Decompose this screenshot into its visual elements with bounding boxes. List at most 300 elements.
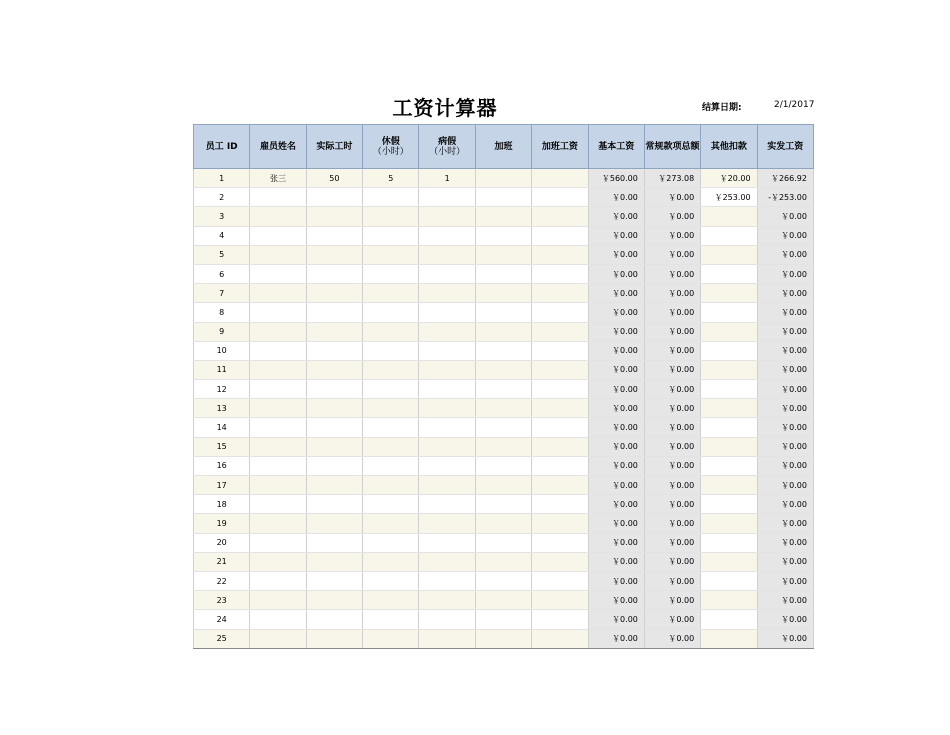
cell-vacation[interactable] — [363, 322, 419, 341]
settlement-date-value[interactable]: 2/1/2017 — [774, 100, 815, 110]
cell-name[interactable] — [250, 495, 306, 514]
cell-overtime[interactable] — [475, 610, 531, 629]
cell-overtime-pay[interactable] — [532, 360, 588, 379]
cell-overtime[interactable] — [475, 207, 531, 226]
column-header-net-pay[interactable]: 实发工资 — [757, 125, 813, 169]
cell-id[interactable]: 25 — [194, 629, 250, 648]
cell-vacation[interactable] — [363, 629, 419, 648]
cell-overtime-pay[interactable] — [532, 341, 588, 360]
cell-hours[interactable] — [306, 571, 362, 590]
cell-other-deductions[interactable] — [701, 264, 757, 283]
cell-base-pay[interactable]: ￥0.00 — [588, 552, 644, 571]
cell-other-deductions[interactable] — [701, 303, 757, 322]
cell-other-deductions[interactable] — [701, 341, 757, 360]
cell-id[interactable]: 12 — [194, 380, 250, 399]
cell-name[interactable] — [250, 514, 306, 533]
cell-sick[interactable] — [419, 303, 475, 322]
cell-hours[interactable] — [306, 437, 362, 456]
cell-net-pay[interactable]: -￥253.00 — [757, 188, 813, 207]
cell-base-pay[interactable]: ￥0.00 — [588, 514, 644, 533]
cell-name[interactable]: 张三 — [250, 169, 306, 188]
cell-other-deductions[interactable]: ￥20.00 — [701, 169, 757, 188]
cell-deductions-total[interactable]: ￥0.00 — [644, 341, 700, 360]
cell-id[interactable]: 20 — [194, 533, 250, 552]
cell-base-pay[interactable]: ￥0.00 — [588, 284, 644, 303]
cell-base-pay[interactable]: ￥0.00 — [588, 456, 644, 475]
cell-overtime-pay[interactable] — [532, 207, 588, 226]
table-header-row — [194, 125, 814, 169]
table-row — [194, 552, 814, 571]
table-row — [194, 380, 814, 399]
cell-id[interactable]: 21 — [194, 552, 250, 571]
cell-id[interactable]: 24 — [194, 610, 250, 629]
cell-hours[interactable] — [306, 284, 362, 303]
cell-hours[interactable] — [306, 495, 362, 514]
cell-overtime-pay[interactable] — [532, 591, 588, 610]
table-row — [194, 341, 814, 360]
cell-net-pay[interactable]: ￥0.00 — [757, 418, 813, 437]
cell-sick[interactable] — [419, 226, 475, 245]
cell-net-pay[interactable]: ￥0.00 — [757, 514, 813, 533]
cell-vacation[interactable] — [363, 284, 419, 303]
column-header-base-pay[interactable]: 基本工资 — [588, 125, 644, 169]
cell-deductions-total[interactable]: ￥0.00 — [644, 303, 700, 322]
cell-overtime[interactable] — [475, 399, 531, 418]
cell-deductions-total[interactable]: ￥0.00 — [644, 245, 700, 264]
cell-overtime[interactable] — [475, 629, 531, 648]
column-header-overtime[interactable]: 加班 — [475, 125, 531, 169]
cell-hours[interactable] — [306, 456, 362, 475]
cell-net-pay[interactable]: ￥0.00 — [757, 552, 813, 571]
cell-vacation[interactable] — [363, 418, 419, 437]
cell-other-deductions[interactable] — [701, 495, 757, 514]
cell-deductions-total[interactable]: ￥0.00 — [644, 437, 700, 456]
cell-sick[interactable] — [419, 571, 475, 590]
cell-base-pay[interactable]: ￥0.00 — [588, 245, 644, 264]
cell-hours[interactable] — [306, 380, 362, 399]
cell-id[interactable]: 10 — [194, 341, 250, 360]
cell-overtime-pay[interactable] — [532, 169, 588, 188]
cell-sick[interactable] — [419, 341, 475, 360]
cell-name[interactable] — [250, 418, 306, 437]
cell-hours[interactable] — [306, 552, 362, 571]
cell-hours[interactable] — [306, 418, 362, 437]
cell-other-deductions[interactable] — [701, 284, 757, 303]
cell-overtime[interactable] — [475, 303, 531, 322]
cell-deductions-total[interactable]: ￥0.00 — [644, 476, 700, 495]
cell-overtime[interactable] — [475, 264, 531, 283]
cell-hours[interactable] — [306, 533, 362, 552]
cell-base-pay[interactable]: ￥0.00 — [588, 418, 644, 437]
cell-deductions-total[interactable]: ￥273.08 — [644, 169, 700, 188]
cell-id[interactable]: 22 — [194, 571, 250, 590]
cell-vacation[interactable] — [363, 437, 419, 456]
cell-id[interactable]: 14 — [194, 418, 250, 437]
cell-vacation[interactable] — [363, 264, 419, 283]
table-row — [194, 476, 814, 495]
cell-hours[interactable] — [306, 360, 362, 379]
cell-base-pay[interactable]: ￥0.00 — [588, 533, 644, 552]
cell-sick[interactable] — [419, 533, 475, 552]
cell-name[interactable] — [250, 207, 306, 226]
cell-net-pay[interactable]: ￥0.00 — [757, 380, 813, 399]
cell-vacation[interactable]: 5 — [363, 169, 419, 188]
cell-other-deductions[interactable]: ￥253.00 — [701, 188, 757, 207]
cell-sick[interactable] — [419, 322, 475, 341]
cell-hours[interactable] — [306, 264, 362, 283]
cell-vacation[interactable] — [363, 245, 419, 264]
cell-sick[interactable] — [419, 399, 475, 418]
cell-base-pay[interactable]: ￥0.00 — [588, 380, 644, 399]
cell-overtime[interactable] — [475, 341, 531, 360]
cell-deductions-total[interactable]: ￥0.00 — [644, 418, 700, 437]
cell-overtime[interactable] — [475, 245, 531, 264]
cell-net-pay[interactable]: ￥0.00 — [757, 226, 813, 245]
cell-sick[interactable] — [419, 495, 475, 514]
cell-overtime-pay[interactable] — [532, 552, 588, 571]
cell-deductions-total[interactable]: ￥0.00 — [644, 207, 700, 226]
cell-sick[interactable] — [419, 514, 475, 533]
cell-base-pay[interactable]: ￥0.00 — [588, 188, 644, 207]
cell-vacation[interactable] — [363, 341, 419, 360]
cell-overtime[interactable] — [475, 226, 531, 245]
cell-deductions-total[interactable]: ￥0.00 — [644, 399, 700, 418]
cell-other-deductions[interactable] — [701, 380, 757, 399]
cell-overtime-pay[interactable] — [532, 399, 588, 418]
cell-hours[interactable] — [306, 303, 362, 322]
cell-base-pay[interactable]: ￥0.00 — [588, 629, 644, 648]
column-header-name[interactable]: 雇员姓名 — [250, 125, 306, 169]
table-row — [194, 571, 814, 590]
cell-vacation[interactable] — [363, 610, 419, 629]
cell-id[interactable]: 11 — [194, 360, 250, 379]
cell-net-pay[interactable]: ￥266.92 — [757, 169, 813, 188]
cell-name[interactable] — [250, 571, 306, 590]
cell-overtime[interactable] — [475, 284, 531, 303]
table-row — [194, 418, 814, 437]
cell-sick[interactable] — [419, 610, 475, 629]
cell-hours[interactable] — [306, 514, 362, 533]
cell-id[interactable]: 19 — [194, 514, 250, 533]
cell-net-pay[interactable]: ￥0.00 — [757, 264, 813, 283]
cell-name[interactable] — [250, 341, 306, 360]
cell-other-deductions[interactable] — [701, 456, 757, 475]
cell-overtime[interactable] — [475, 188, 531, 207]
cell-id[interactable]: 8 — [194, 303, 250, 322]
cell-overtime-pay[interactable] — [532, 437, 588, 456]
cell-id[interactable]: 2 — [194, 188, 250, 207]
cell-hours[interactable] — [306, 245, 362, 264]
cell-hours[interactable] — [306, 207, 362, 226]
cell-overtime[interactable] — [475, 552, 531, 571]
cell-other-deductions[interactable] — [701, 245, 757, 264]
cell-net-pay[interactable]: ￥0.00 — [757, 245, 813, 264]
cell-overtime-pay[interactable] — [532, 629, 588, 648]
column-header-hours[interactable]: 实际工时 — [306, 125, 362, 169]
cell-other-deductions[interactable] — [701, 610, 757, 629]
cell-sick[interactable] — [419, 552, 475, 571]
cell-deductions-total[interactable]: ￥0.00 — [644, 610, 700, 629]
cell-overtime-pay[interactable] — [532, 303, 588, 322]
cell-net-pay[interactable]: ￥0.00 — [757, 610, 813, 629]
cell-other-deductions[interactable] — [701, 476, 757, 495]
cell-deductions-total[interactable]: ￥0.00 — [644, 360, 700, 379]
cell-vacation[interactable] — [363, 571, 419, 590]
cell-hours[interactable] — [306, 399, 362, 418]
cell-id[interactable]: 16 — [194, 456, 250, 475]
cell-vacation[interactable] — [363, 303, 419, 322]
cell-sick[interactable] — [419, 245, 475, 264]
cell-overtime-pay[interactable] — [532, 514, 588, 533]
cell-sick[interactable] — [419, 360, 475, 379]
cell-name[interactable] — [250, 360, 306, 379]
cell-base-pay[interactable]: ￥560.00 — [588, 169, 644, 188]
cell-deductions-total[interactable]: ￥0.00 — [644, 322, 700, 341]
cell-overtime-pay[interactable] — [532, 188, 588, 207]
cell-net-pay[interactable]: ￥0.00 — [757, 495, 813, 514]
cell-name[interactable] — [250, 591, 306, 610]
cell-name[interactable] — [250, 476, 306, 495]
cell-net-pay[interactable]: ￥0.00 — [757, 284, 813, 303]
cell-vacation[interactable] — [363, 591, 419, 610]
cell-net-pay[interactable]: ￥0.00 — [757, 591, 813, 610]
cell-deductions-total[interactable]: ￥0.00 — [644, 533, 700, 552]
cell-deductions-total[interactable]: ￥0.00 — [644, 264, 700, 283]
cell-sick[interactable] — [419, 418, 475, 437]
cell-other-deductions[interactable] — [701, 514, 757, 533]
cell-overtime[interactable] — [475, 495, 531, 514]
cell-base-pay[interactable]: ￥0.00 — [588, 571, 644, 590]
column-header-vacation[interactable] — [363, 125, 419, 169]
cell-vacation[interactable] — [363, 188, 419, 207]
cell-overtime-pay[interactable] — [532, 495, 588, 514]
cell-deductions-total[interactable]: ￥0.00 — [644, 188, 700, 207]
cell-overtime-pay[interactable] — [532, 245, 588, 264]
cell-id[interactable]: 23 — [194, 591, 250, 610]
cell-other-deductions[interactable] — [701, 418, 757, 437]
cell-overtime-pay[interactable] — [532, 322, 588, 341]
cell-hours[interactable] — [306, 341, 362, 360]
cell-overtime-pay[interactable] — [532, 226, 588, 245]
cell-base-pay[interactable]: ￥0.00 — [588, 399, 644, 418]
cell-overtime[interactable] — [475, 456, 531, 475]
cell-overtime-pay[interactable] — [532, 418, 588, 437]
cell-deductions-total[interactable]: ￥0.00 — [644, 226, 700, 245]
cell-net-pay[interactable]: ￥0.00 — [757, 322, 813, 341]
cell-base-pay[interactable]: ￥0.00 — [588, 264, 644, 283]
cell-net-pay[interactable]: ￥0.00 — [757, 207, 813, 226]
cell-sick[interactable] — [419, 456, 475, 475]
cell-overtime-pay[interactable] — [532, 284, 588, 303]
cell-sick[interactable] — [419, 188, 475, 207]
cell-name[interactable] — [250, 303, 306, 322]
table-body — [194, 169, 814, 649]
cell-overtime[interactable] — [475, 322, 531, 341]
cell-deductions-total[interactable]: ￥0.00 — [644, 495, 700, 514]
cell-overtime-pay[interactable] — [532, 380, 588, 399]
cell-other-deductions[interactable] — [701, 591, 757, 610]
cell-id[interactable]: 13 — [194, 399, 250, 418]
cell-hours[interactable] — [306, 610, 362, 629]
cell-other-deductions[interactable] — [701, 207, 757, 226]
cell-id[interactable]: 6 — [194, 264, 250, 283]
cell-deductions-total[interactable]: ￥0.00 — [644, 629, 700, 648]
cell-name[interactable] — [250, 264, 306, 283]
cell-overtime[interactable] — [475, 169, 531, 188]
cell-id[interactable]: 18 — [194, 495, 250, 514]
cell-id[interactable]: 15 — [194, 437, 250, 456]
column-header-other-deductions[interactable]: 其他扣款 — [701, 125, 757, 169]
cell-vacation[interactable] — [363, 533, 419, 552]
cell-name[interactable] — [250, 456, 306, 475]
cell-vacation[interactable] — [363, 514, 419, 533]
cell-other-deductions[interactable] — [701, 437, 757, 456]
column-header-id[interactable]: 员工 ID — [194, 125, 250, 169]
cell-vacation[interactable] — [363, 456, 419, 475]
cell-vacation[interactable] — [363, 380, 419, 399]
cell-hours[interactable] — [306, 629, 362, 648]
cell-name[interactable] — [250, 629, 306, 648]
cell-id[interactable]: 3 — [194, 207, 250, 226]
cell-net-pay[interactable]: ￥0.00 — [757, 629, 813, 648]
cell-name[interactable] — [250, 322, 306, 341]
cell-name[interactable] — [250, 533, 306, 552]
table-row — [194, 245, 814, 264]
cell-net-pay[interactable]: ￥0.00 — [757, 571, 813, 590]
cell-overtime[interactable] — [475, 591, 531, 610]
cell-base-pay[interactable]: ￥0.00 — [588, 610, 644, 629]
cell-id[interactable]: 4 — [194, 226, 250, 245]
cell-name[interactable] — [250, 245, 306, 264]
cell-other-deductions[interactable] — [701, 360, 757, 379]
cell-net-pay[interactable]: ￥0.00 — [757, 341, 813, 360]
cell-sick[interactable] — [419, 264, 475, 283]
cell-overtime-pay[interactable] — [532, 571, 588, 590]
cell-sick[interactable] — [419, 629, 475, 648]
cell-deductions-total[interactable]: ￥0.00 — [644, 552, 700, 571]
cell-net-pay[interactable]: ￥0.00 — [757, 399, 813, 418]
cell-id[interactable]: 5 — [194, 245, 250, 264]
cell-overtime[interactable] — [475, 571, 531, 590]
cell-net-pay[interactable]: ￥0.00 — [757, 303, 813, 322]
cell-hours[interactable] — [306, 591, 362, 610]
cell-vacation[interactable] — [363, 399, 419, 418]
table-row — [194, 303, 814, 322]
cell-base-pay[interactable]: ￥0.00 — [588, 495, 644, 514]
cell-deductions-total[interactable]: ￥0.00 — [644, 571, 700, 590]
table-row — [194, 610, 814, 629]
cell-id[interactable]: 7 — [194, 284, 250, 303]
cell-net-pay[interactable]: ￥0.00 — [757, 437, 813, 456]
column-header-sick[interactable] — [419, 125, 475, 169]
cell-base-pay[interactable]: ￥0.00 — [588, 437, 644, 456]
cell-deductions-total[interactable]: ￥0.00 — [644, 456, 700, 475]
cell-sick[interactable] — [419, 380, 475, 399]
cell-overtime[interactable] — [475, 418, 531, 437]
cell-net-pay[interactable]: ￥0.00 — [757, 456, 813, 475]
cell-vacation[interactable] — [363, 495, 419, 514]
cell-other-deductions[interactable] — [701, 226, 757, 245]
cell-overtime[interactable] — [475, 360, 531, 379]
cell-name[interactable] — [250, 610, 306, 629]
cell-net-pay[interactable]: ￥0.00 — [757, 360, 813, 379]
cell-vacation[interactable] — [363, 552, 419, 571]
cell-sick[interactable] — [419, 591, 475, 610]
cell-base-pay[interactable]: ￥0.00 — [588, 476, 644, 495]
cell-other-deductions[interactable] — [701, 322, 757, 341]
cell-overtime-pay[interactable] — [532, 476, 588, 495]
cell-overtime[interactable] — [475, 437, 531, 456]
cell-other-deductions[interactable] — [701, 399, 757, 418]
cell-overtime-pay[interactable] — [532, 456, 588, 475]
cell-name[interactable] — [250, 399, 306, 418]
cell-overtime[interactable] — [475, 476, 531, 495]
cell-hours[interactable] — [306, 226, 362, 245]
cell-base-pay[interactable]: ￥0.00 — [588, 360, 644, 379]
cell-name[interactable] — [250, 188, 306, 207]
cell-base-pay[interactable]: ￥0.00 — [588, 303, 644, 322]
cell-deductions-total[interactable]: ￥0.00 — [644, 380, 700, 399]
cell-name[interactable] — [250, 437, 306, 456]
cell-hours[interactable] — [306, 322, 362, 341]
cell-name[interactable] — [250, 284, 306, 303]
cell-sick[interactable]: 1 — [419, 169, 475, 188]
cell-name[interactable] — [250, 226, 306, 245]
cell-hours[interactable] — [306, 476, 362, 495]
cell-vacation[interactable] — [363, 360, 419, 379]
cell-base-pay[interactable]: ￥0.00 — [588, 207, 644, 226]
cell-other-deductions[interactable] — [701, 629, 757, 648]
cell-sick[interactable] — [419, 207, 475, 226]
cell-net-pay[interactable]: ￥0.00 — [757, 533, 813, 552]
cell-vacation[interactable] — [363, 207, 419, 226]
cell-net-pay[interactable]: ￥0.00 — [757, 476, 813, 495]
cell-overtime[interactable] — [475, 380, 531, 399]
cell-base-pay[interactable]: ￥0.00 — [588, 226, 644, 245]
table-row — [194, 188, 814, 207]
settlement-date-label: 结算日期: — [702, 103, 742, 113]
cell-sick[interactable] — [419, 284, 475, 303]
cell-name[interactable] — [250, 380, 306, 399]
cell-overtime-pay[interactable] — [532, 533, 588, 552]
cell-other-deductions[interactable] — [701, 571, 757, 590]
cell-overtime[interactable] — [475, 514, 531, 533]
cell-id[interactable]: 17 — [194, 476, 250, 495]
cell-id[interactable]: 1 — [194, 169, 250, 188]
cell-other-deductions[interactable] — [701, 552, 757, 571]
cell-sick[interactable] — [419, 476, 475, 495]
cell-base-pay[interactable]: ￥0.00 — [588, 591, 644, 610]
column-header-overtime-pay[interactable]: 加班工资 — [532, 125, 588, 169]
cell-hours[interactable] — [306, 188, 362, 207]
cell-overtime-pay[interactable] — [532, 264, 588, 283]
cell-base-pay[interactable]: ￥0.00 — [588, 341, 644, 360]
cell-base-pay[interactable]: ￥0.00 — [588, 322, 644, 341]
column-header-deductions-total[interactable]: 常规款项总额 — [644, 125, 700, 169]
cell-hours[interactable]: 50 — [306, 169, 362, 188]
cell-overtime[interactable] — [475, 533, 531, 552]
cell-vacation[interactable] — [363, 226, 419, 245]
cell-deductions-total[interactable]: ￥0.00 — [644, 591, 700, 610]
cell-overtime-pay[interactable] — [532, 610, 588, 629]
cell-other-deductions[interactable] — [701, 533, 757, 552]
cell-id[interactable]: 9 — [194, 322, 250, 341]
cell-vacation[interactable] — [363, 476, 419, 495]
cell-deductions-total[interactable]: ￥0.00 — [644, 514, 700, 533]
cell-deductions-total[interactable]: ￥0.00 — [644, 284, 700, 303]
cell-name[interactable] — [250, 552, 306, 571]
cell-sick[interactable] — [419, 437, 475, 456]
